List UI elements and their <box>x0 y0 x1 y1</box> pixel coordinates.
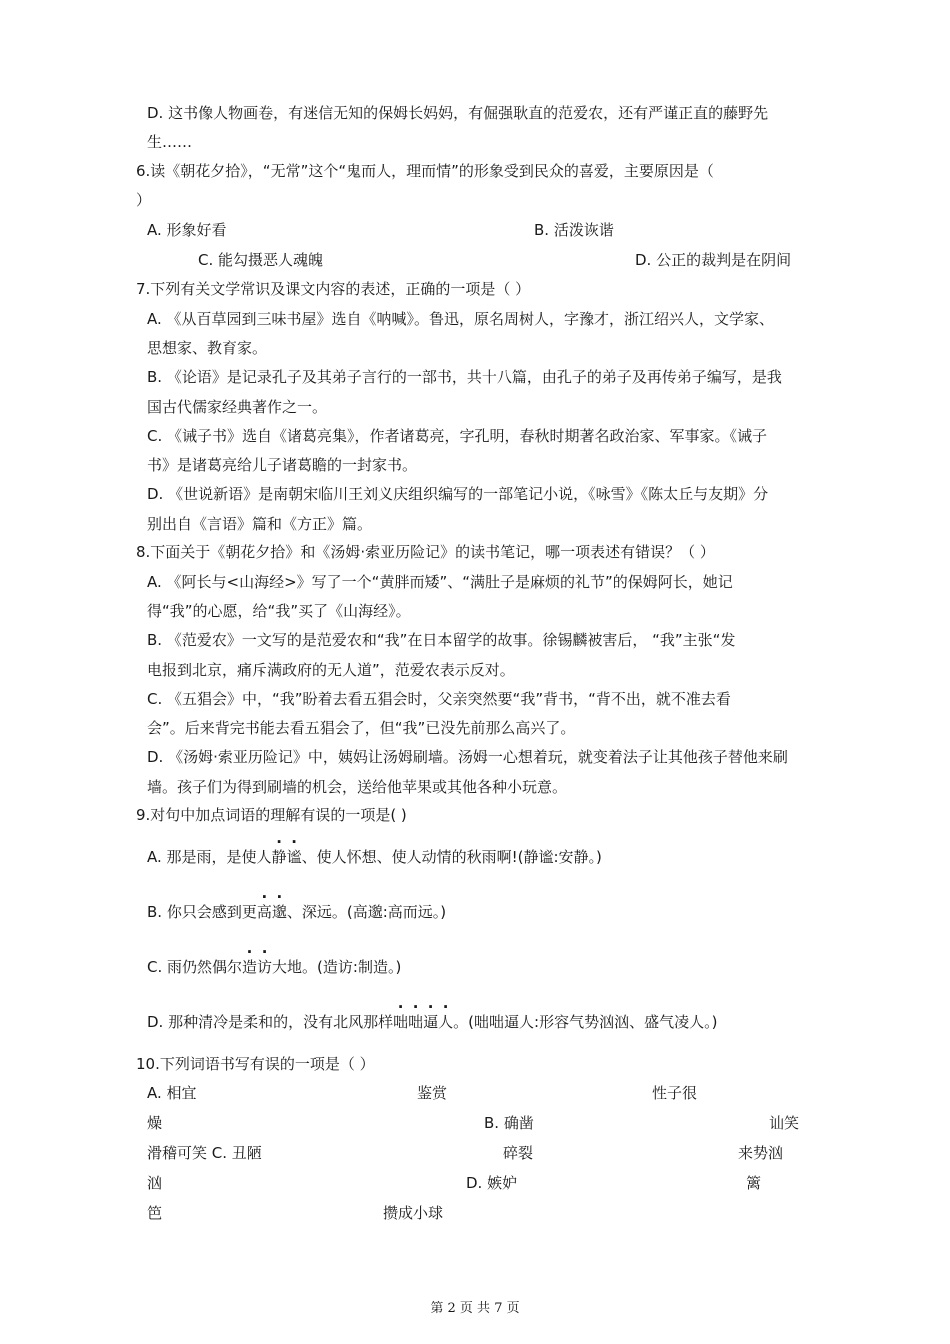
q10-cell: 滑稽可笑 C. 丑陋 <box>147 1144 262 1162</box>
q10-cell: 讪笑 <box>769 1114 800 1132</box>
q10-cell: 汹 <box>147 1174 163 1192</box>
q6-option-a: A. 形象好看 <box>147 221 227 239</box>
q7-option-d-line1: D. 《世说新语》是南朝宋临川王刘义庆组织编写的一部笔记小说，《咏雪》《陈太丘与友期》分 <box>147 485 769 503</box>
emphasis-char: 谧 <box>286 848 302 866</box>
q10-cell: 篱 <box>746 1174 762 1192</box>
q7-option-c-line1: C. 《诫子书》选自《诸葛亮集》，作者诸葛亮，字孔明，春秋时期著名政治家、军事家。《诫子 <box>147 427 768 445</box>
emphasis-char: 人 <box>438 1013 454 1031</box>
q6-stem-line1: 6.读《朝花夕拾》，“无常”这个“鬼而人，理而情”的形象受到民众的喜爱，主要原因是（ <box>136 162 714 180</box>
q10-cell: 燥 <box>147 1114 163 1132</box>
emphasis-char: 咄 <box>393 1013 409 1031</box>
q9-option-d-pre: D. 那种清冷是柔和的，没有北风那样 <box>147 1013 394 1031</box>
q10-cell: 鉴赏 <box>417 1084 448 1102</box>
emphasis-char: 高 <box>256 903 272 921</box>
q8-stem: 8.下面关于《朝花夕拾》和《汤姆·索亚历险记》的读书笔记，哪一项表述有错误？（ ） <box>136 543 715 561</box>
emphasis-char: 逼 <box>423 1013 439 1031</box>
q6-stem-line2: ） <box>136 191 152 209</box>
q8-option-c-line1: C. 《五猖会》中，“我”盼着去看五猖会时，父亲突然要“我”背书，“背不出，就不准去看 <box>147 690 731 708</box>
emphasis-char: 造 <box>242 958 258 976</box>
q10-cell: 攒成小球 <box>383 1204 444 1222</box>
q9-option-a <box>147 847 602 867</box>
q6-option-b: B. 活泼诙谐 <box>534 221 614 239</box>
q6-option-c: C. 能勾摄恶人魂魄 <box>198 251 324 269</box>
q9-option-d-post: 。(咄咄逼人:形容气势汹汹、盛气凌人。) <box>453 1013 718 1031</box>
q10-cell: A. 相宜 <box>147 1084 197 1102</box>
q7-option-b-line1: B. 《论语》是记录孔子及其弟子言行的一部书，共十八篇，由孔子的弟子及再传弟子编写，是我 <box>147 368 782 386</box>
q8-option-d-line2: 墙。孩子们为得到刷墙的机会，送给他苹果或其他各种小玩意。 <box>147 778 568 796</box>
q7-option-a-line1: A. 《从百草园到三味书屋》选自《呐喊》。鲁迅，原名周树人，字豫才，浙江绍兴人，文学家、 <box>147 310 775 328</box>
q10-cell: 来势汹 <box>738 1144 784 1162</box>
q9-option-c-pre: C. 雨仍然偶尔 <box>147 958 243 976</box>
q9-option-b-post: 、深远。(高邈:高而远。) <box>286 903 447 921</box>
emphasis-char: 静 <box>271 848 287 866</box>
q9-option-a-pre: A. 那是雨，是使人 <box>147 848 272 866</box>
q7-option-c-line2: 书》是诸葛亮给儿子诸葛瞻的一封家书。 <box>147 456 418 474</box>
q5-option-d-line1: D. 这书像人物画卷，有迷信无知的保姆长妈妈，有倔强耿直的范爱农，还有严谨正直的藤野先 <box>147 104 769 122</box>
q9-option-c-post: 大地。(造访:制造。) <box>272 958 402 976</box>
q7-option-b-line2: 国古代儒家经典著作之一。 <box>147 398 328 416</box>
q9-option-c <box>147 957 401 977</box>
q8-option-a-line2: 得“我”的心愿，给“我”买了《山海经》。 <box>147 602 411 620</box>
q8-option-b-line2: 电报到北京，痛斥满政府的无人道”，范爱农表示反对。 <box>147 661 515 679</box>
emphasis-char: 邈 <box>271 903 287 921</box>
q8-option-a-line1: A. 《阿长与<山海经>》写了一个“黄胖而矮”、“满肚子是麻烦的礼节”的保姆阿长，她记 <box>147 573 733 591</box>
emphasis-char: 访 <box>257 958 273 976</box>
q8-option-b-line1: B. 《范爱农》一文写的是范爱农和“我”在日本留学的故事。徐锡麟被害后， “我”主张“发 <box>147 631 736 649</box>
q10-stem: 10.下列词语书写有误的一项是（ ） <box>136 1055 375 1073</box>
q9-option-b <box>147 902 446 922</box>
q8-option-c-line2: 会”。后来背完书能去看五猖会了，但“我”已没先前那么高兴了。 <box>147 719 576 737</box>
q10-cell: B. 确凿 <box>484 1114 534 1132</box>
page-footer: 第 2 页 共 7 页 <box>430 1301 520 1316</box>
q10-cell: 笆 <box>147 1204 163 1222</box>
q9-stem: 9.对句中加点词语的理解有误的一项是( ) <box>136 806 407 824</box>
q10-cell: 碎裂 <box>503 1144 534 1162</box>
q7-stem: 7.下列有关文学常识及课文内容的表述，正确的一项是（ ） <box>136 280 531 298</box>
q10-cell: 性子很 <box>652 1084 698 1102</box>
q6-option-d: D. 公正的裁判是在阴间 <box>635 251 792 269</box>
q5-option-d-line2: 生…… <box>147 133 193 151</box>
q7-option-a-line2: 思想家、教育家。 <box>147 339 268 357</box>
q8-option-d-line1: D. 《汤姆·索亚历险记》中，姨妈让汤姆刷墙。汤姆一心想着玩，就变着法子让其他孩子替他来刷 <box>147 748 788 766</box>
q10-cell: D. 嫉妒 <box>466 1174 518 1192</box>
q9-option-a-post: 、使人怀想、使人动情的秋雨啊!(静谧:安静。) <box>301 848 602 866</box>
emphasis-char: 咄 <box>408 1013 424 1031</box>
q7-option-d-line2: 别出自《言语》篇和《方正》篇。 <box>147 515 373 533</box>
q9-option-b-pre: B. 你只会感到更 <box>147 903 257 921</box>
q9-option-d <box>147 1012 717 1032</box>
